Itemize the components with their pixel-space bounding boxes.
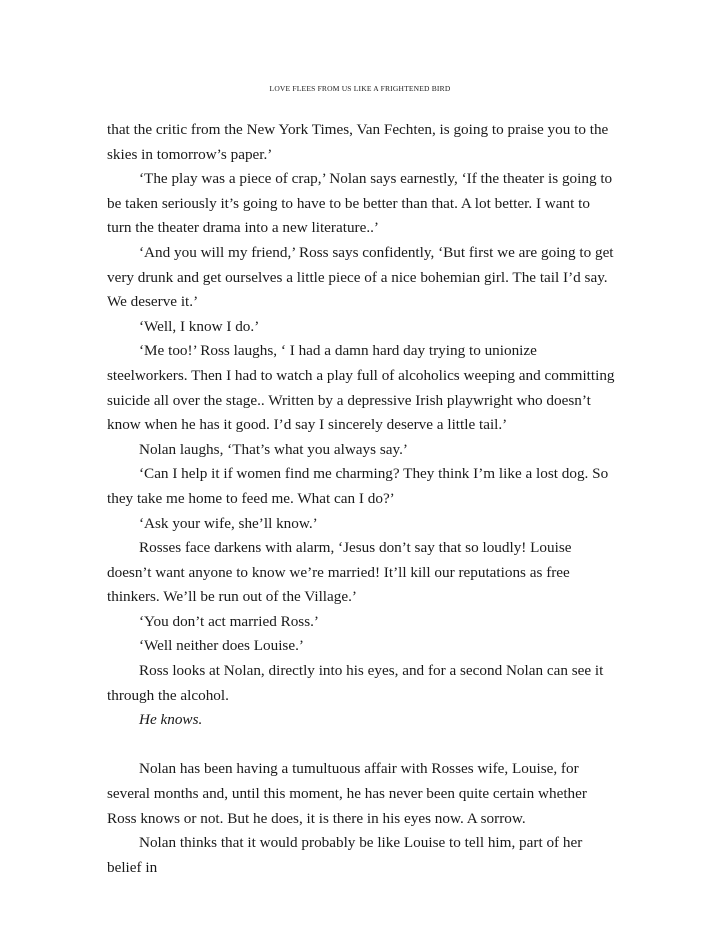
paragraph: Rosses face darkens with alarm, ‘Jesus don’t say that so loudly! Louise doesn’t want anyone to know we’re married! It’ll kill our reputations as free thinkers. We’ll be run out of the Village.’ bbox=[107, 539, 572, 606]
manuscript-body bbox=[107, 118, 615, 880]
paragraph: ‘The play was a piece of crap,’ Nolan says earnestly, ‘If the theater is going to be taken seriously it’s going to have to be better than that. A lot better. I want to turn the theater drama into a new literature..’ bbox=[107, 170, 613, 237]
paragraph: Ross looks at Nolan, directly into his eyes, and for a second Nolan can see it through the alcohol. bbox=[107, 662, 604, 704]
paragraph-continuation: that the critic from the New York Times, Van Fechten, is going to praise you to the skies in tomorrow’s paper.’ bbox=[107, 121, 609, 163]
paragraph: ‘Well, I know I do.’ bbox=[139, 317, 260, 335]
paragraph: ‘Ask your wife, she’ll know.’ bbox=[139, 514, 318, 532]
paragraph: ‘Me too!’ Ross laughs, ‘ I had a damn hard day trying to unionize steelworkers. Then I had to watch a play full of alcoholics weeping and committing suicide all over the stage.. Written by a depressive Irish playwright who doesn’t know when he has it good. I’d say I sincerely deserve a little tail.’ bbox=[107, 342, 615, 434]
italic-thought: He knows. bbox=[139, 711, 203, 729]
paragraph: Nolan laughs, ‘That’s what you always say.’ bbox=[139, 440, 408, 458]
paragraph: ‘Well neither does Louise.’ bbox=[139, 637, 304, 655]
paragraph: ‘Can I help it if women find me charming? They think I’m like a lost dog. So they take me home to feed me. What can I do?’ bbox=[107, 465, 609, 507]
paragraph: ‘You don’t act married Ross.’ bbox=[139, 612, 319, 630]
paragraph: Nolan thinks that it would probably be like Louise to tell him, part of her belief in bbox=[107, 834, 583, 876]
paragraph: Nolan has been having a tumultuous affair with Rosses wife, Louise, for several months and, until this moment, he has never been quite certain whether Ross knows or not. But he does, it is there in his eyes now. A sorrow. bbox=[107, 760, 587, 827]
running-header: LOVE FLEES FROM US LIKE A FRIGHTENED BIRD bbox=[269, 84, 451, 93]
paragraph: ‘And you will my friend,’ Ross says confidently, ‘But first we are going to get very drunk and get ourselves a little piece of a nice bohemian girl. The tail I’d say. We deserve it.’ bbox=[107, 243, 614, 311]
